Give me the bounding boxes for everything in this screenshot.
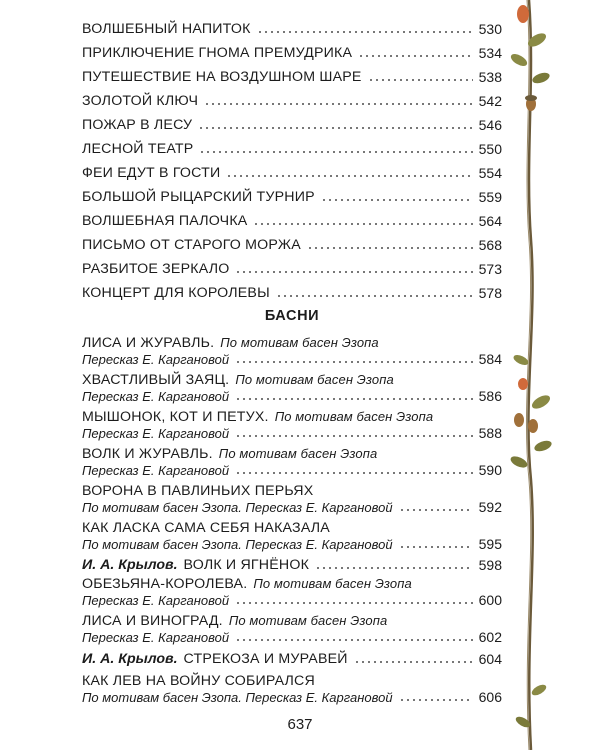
leader-dots bbox=[198, 127, 472, 129]
toc-entry bbox=[82, 18, 502, 38]
toc-entry bbox=[82, 282, 502, 302]
fable-entry-line2 bbox=[82, 387, 502, 405]
entry-title: ЛИСА И ВИНОГРАД. bbox=[82, 613, 223, 630]
entry-page: 554 bbox=[478, 165, 502, 181]
entry-page: 595 bbox=[478, 535, 502, 552]
entry-page: 592 bbox=[478, 498, 502, 515]
entry-title: КОНЦЕРТ ДЛЯ КОРОЛЕВЫ bbox=[82, 285, 270, 301]
leader-dots bbox=[399, 699, 473, 701]
leader-dots bbox=[226, 175, 472, 177]
entry-credit: Пересказ Е. Каргановой bbox=[82, 425, 230, 441]
entry-subtitle: По мотивам басен Эзопа bbox=[253, 576, 412, 592]
entry-subtitle: По мотивам басен Эзопа bbox=[228, 613, 388, 629]
vine-illustration bbox=[505, 0, 555, 750]
leader-dots bbox=[399, 509, 473, 511]
entry-page: 568 bbox=[478, 237, 502, 253]
entry-page: 564 bbox=[478, 213, 502, 229]
toc-entry bbox=[82, 186, 502, 206]
entry-title: ЗОЛОТОЙ КЛЮЧ bbox=[82, 93, 199, 109]
fable-entry-line2 bbox=[82, 628, 502, 646]
entry-page: 559 bbox=[478, 189, 502, 205]
leader-dots bbox=[235, 435, 473, 437]
entry-page: 606 bbox=[478, 689, 502, 705]
entry-page: 586 bbox=[478, 387, 502, 404]
entry-page: 546 bbox=[478, 117, 502, 133]
leader-dots bbox=[235, 602, 473, 604]
leader-dots bbox=[235, 472, 473, 474]
entry-page: 534 bbox=[478, 45, 502, 61]
entry-credit: Пересказ Е. Каргановой bbox=[82, 388, 230, 404]
entry-title: МЫШОНОК, КОТ И ПЕТУХ. bbox=[82, 409, 269, 425]
entry-subtitle: По мотивам басен Эзопа bbox=[235, 372, 394, 387]
leader-dots bbox=[235, 361, 473, 363]
vine-stem bbox=[528, 0, 532, 750]
entry-credit: По мотивам басен Эзопа. Пересказ Е. Каргановой bbox=[82, 499, 393, 515]
entry-subtitle: По мотивам басен Эзопа bbox=[274, 409, 434, 424]
entry-title: ПРИКЛЮЧЕНИЕ ГНОМА ПРЕМУДРИКА bbox=[82, 45, 353, 61]
leader-dots bbox=[204, 103, 473, 105]
entry-title: ЛЕСНОЙ ТЕАТР bbox=[82, 141, 194, 157]
entry-credit: Пересказ Е. Каргановой bbox=[82, 462, 230, 478]
toc-entry bbox=[82, 138, 502, 158]
entry-title: ВОЛШЕБНАЯ ПАЛОЧКА bbox=[82, 213, 248, 229]
entry-page: 604 bbox=[478, 651, 502, 667]
entry-page: 598 bbox=[478, 557, 502, 573]
page-number: 637 bbox=[287, 716, 313, 733]
leader-dots bbox=[235, 398, 473, 400]
leader-dots bbox=[321, 199, 473, 201]
entry-title: ВОРОНА В ПАВЛИНЬИХ ПЕРЬЯХ bbox=[82, 483, 314, 499]
entry-author: И. А. Крылов. bbox=[82, 557, 178, 573]
toc-entry bbox=[82, 66, 502, 86]
entry-title: ПУТЕШЕСТВИЕ НА ВОЗДУШНОМ ШАРЕ bbox=[82, 69, 362, 85]
leader-dots bbox=[235, 271, 472, 273]
leader-dots bbox=[354, 661, 473, 663]
leader-dots bbox=[235, 639, 473, 641]
fable-entry bbox=[82, 648, 502, 668]
leader-dots bbox=[307, 247, 473, 249]
section-heading: БАСНИ bbox=[264, 308, 320, 324]
toc-entry bbox=[82, 114, 502, 134]
entry-page: 550 bbox=[478, 141, 502, 157]
toc-entry bbox=[82, 258, 502, 278]
leader-dots bbox=[399, 546, 473, 548]
leader-dots bbox=[315, 567, 473, 569]
toc-entry bbox=[82, 210, 502, 230]
entry-page: 542 bbox=[478, 93, 502, 109]
entry-title: ВОЛК И ЯГНЁНОК bbox=[183, 557, 310, 573]
fable-entry-line2 bbox=[82, 498, 502, 516]
fable-entry-line2 bbox=[82, 461, 502, 479]
entry-title: ОБЕЗЬЯНА-КОРОЛЕВА. bbox=[82, 576, 248, 593]
leader-dots bbox=[257, 31, 473, 33]
entry-title: СТРЕКОЗА И МУРАВЕЙ bbox=[183, 651, 348, 667]
toc-entry bbox=[82, 234, 502, 254]
entry-title: ПОЖАР В ЛЕСУ bbox=[82, 117, 193, 133]
fable-entry bbox=[82, 670, 502, 690]
entry-page: 573 bbox=[478, 261, 502, 277]
entry-title: ВОЛК И ЖУРАВЛЬ. bbox=[82, 446, 213, 462]
entry-page: 602 bbox=[478, 629, 502, 645]
entry-page: 530 bbox=[478, 21, 502, 37]
entry-credit: Пересказ Е. Каргановой bbox=[82, 630, 230, 645]
entry-page: 600 bbox=[478, 592, 502, 608]
fable-entry-line2 bbox=[82, 424, 502, 442]
entry-title: ХВАСТЛИВЫЙ ЗАЯЦ. bbox=[82, 372, 230, 388]
entry-page: 578 bbox=[478, 285, 502, 301]
entry-title: БОЛЬШОЙ РЫЦАРСКИЙ ТУРНИР bbox=[82, 189, 315, 205]
entry-credit: Пересказ Е. Каргановой bbox=[82, 593, 230, 608]
leader-dots bbox=[199, 151, 472, 153]
entry-page: 588 bbox=[478, 424, 502, 441]
entry-title: РАЗБИТОЕ ЗЕРКАЛО bbox=[82, 261, 230, 277]
entry-title: ФЕИ ЕДУТ В ГОСТИ bbox=[82, 165, 221, 181]
fable-entry-line2 bbox=[82, 591, 502, 609]
toc-entry bbox=[82, 90, 502, 110]
fable-entry-line2 bbox=[82, 688, 502, 706]
entry-subtitle: По мотивам басен Эзопа bbox=[220, 335, 379, 350]
leader-dots bbox=[276, 295, 473, 297]
fable-entry bbox=[82, 554, 502, 574]
leader-dots bbox=[358, 55, 472, 57]
leader-dots bbox=[368, 79, 473, 81]
leader-dots bbox=[253, 223, 472, 225]
entry-title: КАК ЛЕВ НА ВОЙНУ СОБИРАЛСЯ bbox=[82, 673, 315, 689]
entry-credit: По мотивам басен Эзопа. Пересказ Е. Каргановой bbox=[82, 690, 393, 705]
fable-entry-line2 bbox=[82, 535, 502, 553]
entry-page: 590 bbox=[478, 461, 502, 478]
fable-entry-line2 bbox=[82, 350, 502, 368]
entry-subtitle: По мотивам басен Эзопа bbox=[218, 446, 378, 461]
toc-entry bbox=[82, 42, 502, 62]
entry-credit: Пересказ Е. Каргановой bbox=[82, 351, 230, 367]
entry-title: КАК ЛАСКА САМА СЕБЯ НАКАЗАЛА bbox=[82, 520, 330, 536]
entry-page: 538 bbox=[478, 69, 502, 85]
entry-author: И. А. Крылов. bbox=[82, 651, 178, 667]
entry-page: 584 bbox=[478, 350, 502, 367]
toc-entry bbox=[82, 162, 502, 182]
entry-title: ПИСЬМО ОТ СТАРОГО МОРЖА bbox=[82, 237, 301, 253]
entry-credit: По мотивам басен Эзопа. Пересказ Е. Каргановой bbox=[82, 536, 393, 552]
entry-title: ЛИСА И ЖУРАВЛЬ. bbox=[82, 335, 215, 351]
entry-title: ВОЛШЕБНЫЙ НАПИТОК bbox=[82, 21, 251, 37]
